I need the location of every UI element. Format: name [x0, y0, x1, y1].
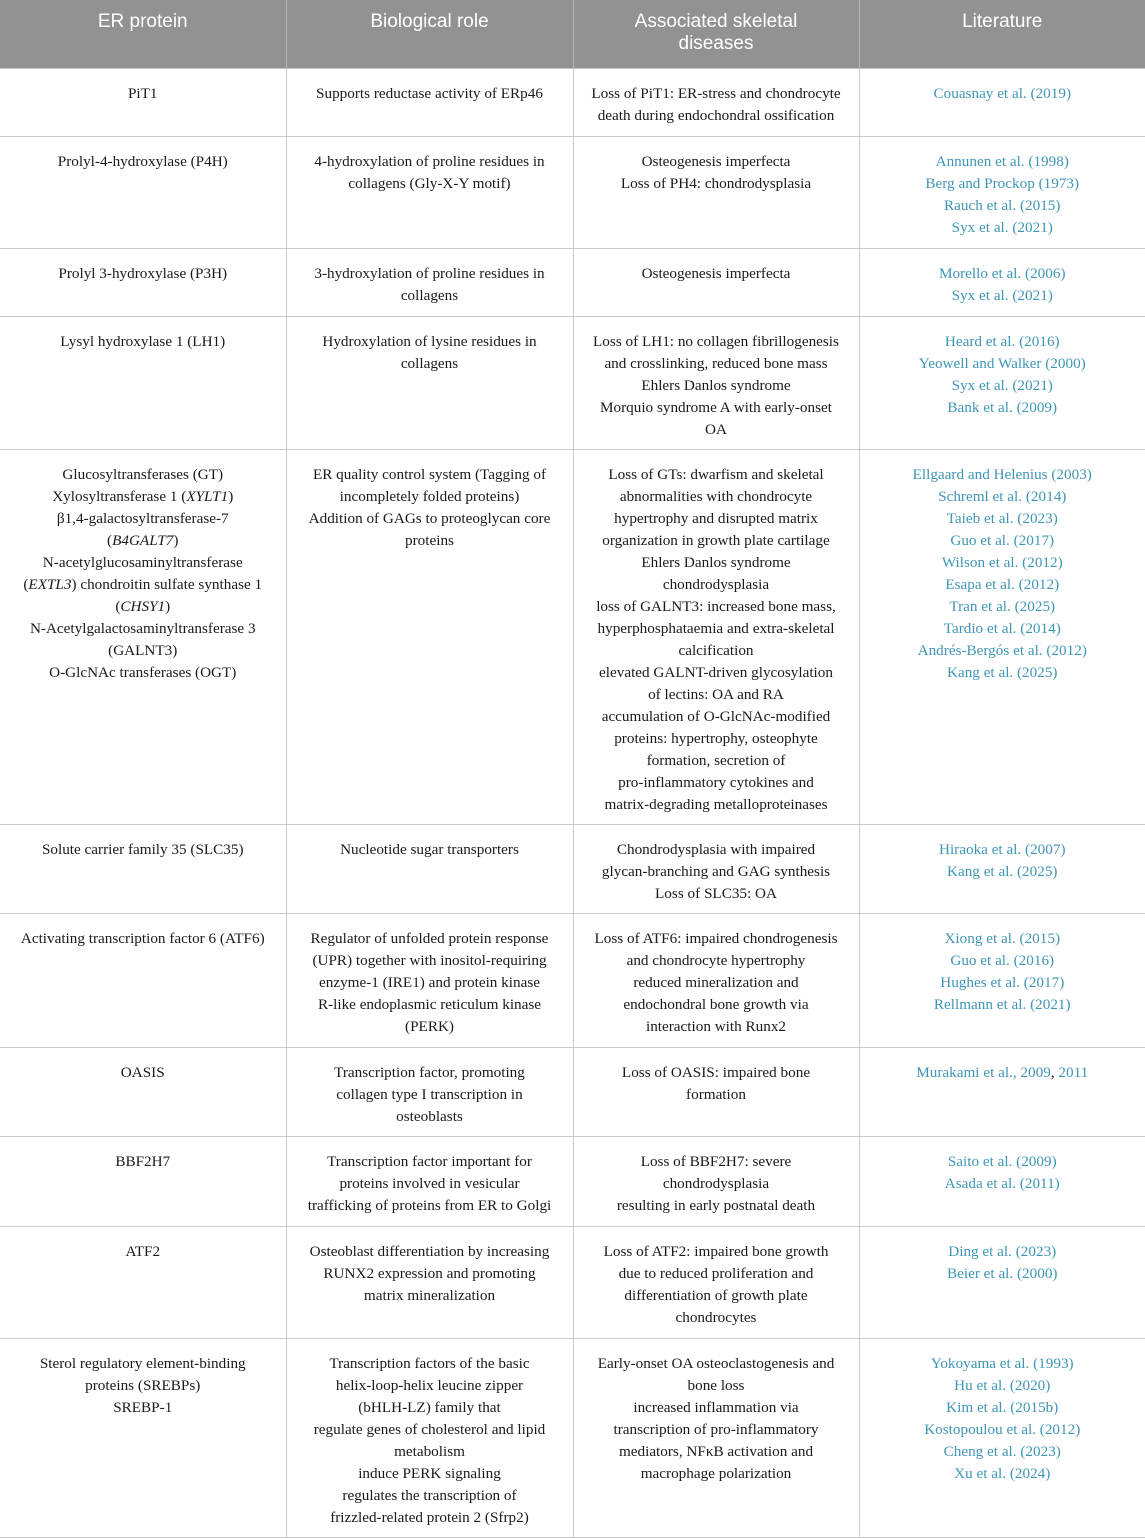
- literature-link[interactable]: Wilson et al. (2012): [941, 553, 1063, 571]
- disease-line: and crosslinking, reduced bone mass: [604, 354, 828, 372]
- disease-line: Morquio syndrome A with early-onset: [599, 398, 832, 416]
- literature-link[interactable]: Saito et al. (2009): [947, 1152, 1057, 1170]
- cell-associated-diseases: [573, 316, 859, 449]
- cell-literature: [859, 449, 1145, 824]
- cell-literature: [859, 1136, 1145, 1226]
- table-row: [0, 913, 1145, 1047]
- disease-line: hypertrophy and disrupted matrix: [614, 509, 818, 527]
- literature-link[interactable]: Schreml et al. (2014): [938, 487, 1067, 505]
- literature-link[interactable]: Ding et al. (2023): [948, 1242, 1057, 1260]
- protein-line: SREBP-1: [113, 1398, 173, 1416]
- cell-biological-role: [286, 1136, 573, 1226]
- role-line: Osteoblast differentiation by increasing: [309, 1242, 550, 1260]
- cell-associated-diseases: [573, 449, 859, 824]
- literature-link[interactable]: Taieb et al. (2023): [946, 509, 1058, 527]
- role-line: ER quality control system (Tagging of: [312, 465, 547, 483]
- protein-line: Prolyl 3-hydroxylase (P3H): [58, 264, 228, 282]
- literature-link[interactable]: Tran et al. (2025): [949, 597, 1056, 615]
- role-line: osteoblasts: [396, 1107, 463, 1125]
- protein-line: ATF2: [125, 1242, 161, 1260]
- header-associated-skeletal-diseases: [573, 0, 859, 68]
- disease-line: transcription of pro-inflammatory: [613, 1420, 819, 1438]
- cell-biological-role: [286, 316, 573, 449]
- disease-line: chondrodysplasia: [662, 1174, 770, 1192]
- role-line: R-like endoplasmic reticulum kinase: [317, 995, 542, 1013]
- disease-line: endochondral bone growth via: [623, 995, 809, 1013]
- protein-line: Activating transcription factor 6 (ATF6): [20, 929, 265, 947]
- disease-line: mediators, NFκB activation and: [618, 1442, 814, 1460]
- cell-er-protein: [0, 913, 286, 1047]
- role-line: (PERK): [405, 1017, 454, 1035]
- gene-name: EXTL3: [28, 575, 72, 593]
- disease-line: hyperphosphataemia and extra-skeletal: [597, 619, 835, 637]
- protein-line: [8, 530, 278, 552]
- cell-associated-diseases: [573, 1338, 859, 1537]
- literature-link[interactable]: Xiong et al. (2015): [944, 929, 1061, 947]
- cell-er-protein: [0, 1136, 286, 1226]
- header-literature: Literature: [859, 0, 1145, 68]
- literature-link[interactable]: Bank et al. (2009): [947, 398, 1058, 416]
- role-line: incompletely folded proteins): [339, 487, 520, 505]
- role-line: Nucleotide sugar transporters: [340, 840, 519, 858]
- protein-line: BBF2H7: [115, 1152, 171, 1170]
- protein-line: PiT1: [127, 84, 158, 102]
- literature-link[interactable]: Syx et al. (2021): [951, 286, 1053, 304]
- disease-line: OA: [705, 420, 727, 438]
- cell-associated-diseases: [573, 136, 859, 248]
- protein-line: proteins (SREBPs): [85, 1376, 201, 1394]
- gene-name: B4GALT7: [112, 531, 174, 549]
- literature-link[interactable]: Guo et al. (2016): [950, 951, 1055, 969]
- cell-associated-diseases: [573, 248, 859, 316]
- cell-er-protein: [0, 316, 286, 449]
- table-row: [0, 449, 1145, 824]
- disease-line: of lectins: OA and RA: [648, 685, 784, 703]
- table-row: [0, 68, 1145, 136]
- literature-link[interactable]: Murakami et al., 2009: [916, 1063, 1051, 1081]
- cell-biological-role: [286, 68, 573, 136]
- disease-line: Early-onset OA osteoclastogenesis and: [597, 1354, 835, 1372]
- literature-link[interactable]: Kang et al. (2025): [947, 663, 1058, 681]
- role-line: helix-loop-helix leucine zipper: [335, 1376, 524, 1394]
- cell-associated-diseases: [573, 913, 859, 1047]
- cell-associated-diseases: [573, 824, 859, 913]
- header-disease-line-2: diseases: [678, 33, 754, 54]
- protein-text: (: [23, 575, 29, 593]
- literature-link[interactable]: Guo et al. (2017): [950, 531, 1055, 549]
- protein-text: β1,4-galactosyltransferase-7: [56, 509, 229, 527]
- literature-link[interactable]: Kim et al. (2015b): [946, 1398, 1059, 1416]
- cell-biological-role: [286, 136, 573, 248]
- disease-line: Osteogenesis imperfecta: [641, 264, 791, 282]
- role-line: Transcription factors of the basic: [329, 1354, 530, 1372]
- cell-er-protein: [0, 1338, 286, 1537]
- role-line: (bHLH-LZ) family that: [358, 1398, 501, 1416]
- cell-er-protein: [0, 136, 286, 248]
- disease-line: organization in growth plate cartilage: [602, 531, 830, 549]
- disease-line: formation, secretion of: [646, 751, 786, 769]
- cell-biological-role: [286, 1047, 573, 1136]
- protein-line: [8, 486, 278, 508]
- cell-literature: [859, 1338, 1145, 1537]
- cell-literature: [859, 913, 1145, 1047]
- cell-associated-diseases: [573, 1226, 859, 1338]
- header-disease-line-1: Associated skeletal: [634, 11, 798, 32]
- literature-separator: ,: [1050, 1063, 1059, 1081]
- protein-line: [8, 464, 278, 486]
- literature-link[interactable]: Ellgaard and Helenius (2003): [912, 465, 1092, 483]
- gene-name: XYLT1: [186, 487, 229, 505]
- role-line: Addition of GAGs to proteoglycan core: [308, 509, 551, 527]
- cell-literature: [859, 68, 1145, 136]
- protein-text: N-Acetylgalactosaminyltransferase 3: [29, 619, 256, 637]
- table-row: [0, 248, 1145, 316]
- literature-link[interactable]: Cheng et al. (2023): [943, 1442, 1061, 1460]
- disease-line: Loss of BBF2H7: severe: [640, 1152, 792, 1170]
- role-line: regulate genes of cholesterol and lipid: [313, 1420, 546, 1438]
- role-line: 4-hydroxylation of proline residues in: [314, 152, 545, 170]
- role-line: proteins: [405, 531, 454, 549]
- disease-line: formation: [686, 1085, 746, 1103]
- literature-link[interactable]: Rauch et al. (2015): [944, 196, 1061, 214]
- disease-line: increased inflammation via: [633, 1398, 799, 1416]
- literature-link[interactable]: Esapa et al. (2012): [945, 575, 1060, 593]
- literature-link[interactable]: Tardio et al. (2014): [943, 619, 1061, 637]
- role-line: enzyme-1 (IRE1) and protein kinase: [319, 973, 540, 991]
- cell-er-protein: [0, 449, 286, 824]
- disease-line: Loss of SLC35: OA: [655, 884, 777, 902]
- protein-text: ) chondroitin sulfate synthase 1: [71, 575, 263, 593]
- protein-text: ): [165, 597, 171, 615]
- protein-line: [8, 596, 278, 618]
- literature-link[interactable]: 2011: [1058, 1063, 1089, 1081]
- literature-link[interactable]: Xu et al. (2024): [954, 1464, 1051, 1482]
- table-body: [0, 68, 1145, 1537]
- disease-line: due to reduced proliferation and: [618, 1264, 814, 1282]
- disease-line: pro-inflammatory cytokines and: [618, 773, 814, 791]
- role-line: Transcription factor, promoting: [334, 1063, 525, 1081]
- role-line: Transcription factor important for: [327, 1152, 532, 1170]
- disease-line: resulting in early postnatal death: [616, 1196, 816, 1214]
- role-line: collagens (Gly-X-Y motif): [348, 174, 511, 192]
- disease-line: Ehlers Danlos syndrome: [641, 376, 791, 394]
- protein-text: (: [107, 531, 113, 549]
- protein-line: [8, 662, 278, 684]
- table-row: [0, 824, 1145, 913]
- protein-text: N-acetylglucosaminyltransferase: [42, 553, 243, 571]
- literature-link[interactable]: Hughes et al. (2017): [940, 973, 1065, 991]
- disease-line: Loss of ATF6: impaired chondrogenesis: [594, 929, 838, 947]
- protein-text: Glucosyltransferases (GT): [62, 465, 224, 483]
- protein-text: ): [173, 531, 179, 549]
- literature-link[interactable]: Kang et al. (2025): [947, 862, 1058, 880]
- literature-link[interactable]: Yokoyama et al. (1993): [930, 1354, 1074, 1372]
- disease-line: Loss of ATF2: impaired bone growth: [603, 1242, 829, 1260]
- role-line: Hydroxylation of lysine residues in: [322, 332, 537, 350]
- protein-line: [8, 552, 278, 574]
- protein-line: [8, 618, 278, 640]
- cell-biological-role: [286, 913, 573, 1047]
- literature-link[interactable]: Rellmann et al. (2021): [933, 995, 1071, 1013]
- cell-er-protein: [0, 824, 286, 913]
- literature-link[interactable]: Morello et al. (2006): [938, 264, 1066, 282]
- table-row: [0, 1047, 1145, 1136]
- protein-line: [8, 508, 278, 530]
- cell-literature: [859, 824, 1145, 913]
- disease-line: chondrocytes: [675, 1308, 757, 1326]
- cell-er-protein: [0, 1226, 286, 1338]
- literature-link[interactable]: Kostopoulou et al. (2012): [924, 1420, 1081, 1438]
- protein-line: Prolyl-4-hydroxylase (P4H): [57, 152, 228, 170]
- cell-biological-role: [286, 1338, 573, 1537]
- cell-literature: [859, 136, 1145, 248]
- disease-line: loss of GALNT3: increased bone mass,: [596, 597, 836, 615]
- table-row: [0, 1136, 1145, 1226]
- table-header-row: [0, 0, 1145, 68]
- disease-line: Loss of OASIS: impaired bone: [621, 1063, 811, 1081]
- role-line: collagens: [400, 354, 459, 372]
- protein-text: (: [115, 597, 121, 615]
- disease-line: bone loss: [687, 1376, 745, 1394]
- literature-link[interactable]: Syx et al. (2021): [951, 218, 1053, 236]
- table-row: [0, 136, 1145, 248]
- protein-line: Lysyl hydroxylase 1 (LH1): [60, 332, 226, 350]
- protein-line: OASIS: [120, 1063, 165, 1081]
- role-line: collagen type I transcription in: [336, 1085, 523, 1103]
- role-line: RUNX2 expression and promoting: [323, 1264, 536, 1282]
- disease-line: Loss of PiT1: ER-stress and chondrocyte: [591, 84, 841, 102]
- disease-line: reduced mineralization and: [633, 973, 799, 991]
- disease-line: death during endochondral ossification: [597, 106, 835, 124]
- cell-biological-role: [286, 248, 573, 316]
- literature-link[interactable]: Annunen et al. (1998): [935, 152, 1069, 170]
- protein-line: [8, 640, 278, 662]
- disease-line: elevated GALNT-driven glycosylation: [599, 663, 833, 681]
- literature-link[interactable]: Syx et al. (2021): [951, 376, 1053, 394]
- cell-associated-diseases: [573, 1047, 859, 1136]
- literature-link[interactable]: Hiraoka et al. (2007): [938, 840, 1066, 858]
- cell-associated-diseases: [573, 1136, 859, 1226]
- cell-literature: [859, 316, 1145, 449]
- role-line: induce PERK signaling: [358, 1464, 501, 1482]
- role-line: Supports reductase activity of ERp46: [316, 84, 543, 102]
- literature-link[interactable]: Berg and Prockop (1973): [925, 174, 1080, 192]
- disease-line: differentiation of growth plate: [624, 1286, 808, 1304]
- protein-text: O-GlcNAc transferases (OGT): [49, 663, 237, 681]
- disease-line: abnormalities with chondrocyte: [619, 487, 813, 505]
- table-row: [0, 316, 1145, 449]
- cell-biological-role: [286, 449, 573, 824]
- literature-line: [868, 1062, 1138, 1084]
- cell-er-protein: [0, 1047, 286, 1136]
- role-line: regulates the transcription of: [342, 1486, 517, 1504]
- literature-link[interactable]: Andrés-Bergós et al. (2012): [917, 641, 1087, 659]
- cell-biological-role: [286, 1226, 573, 1338]
- cell-literature: [859, 1047, 1145, 1136]
- protein-text: ): [228, 487, 234, 505]
- table-row: [0, 1226, 1145, 1338]
- literature-link[interactable]: Yeowell and Walker (2000): [918, 354, 1086, 372]
- cell-literature: [859, 1226, 1145, 1338]
- protein-text: Xylosyltransferase 1 (: [52, 487, 187, 505]
- cell-literature: [859, 248, 1145, 316]
- table-row: [0, 1338, 1145, 1537]
- disease-line: Chondrodysplasia with impaired: [616, 840, 816, 858]
- header-er-protein: ER protein: [0, 0, 286, 68]
- literature-link[interactable]: Beier et al. (2000): [947, 1264, 1058, 1282]
- cell-er-protein: [0, 248, 286, 316]
- cell-biological-role: [286, 824, 573, 913]
- protein-text: (GALNT3): [108, 641, 178, 659]
- literature-link[interactable]: Couasnay et al. (2019): [933, 84, 1071, 102]
- protein-line: Sterol regulatory element-binding: [39, 1354, 246, 1372]
- protein-line: Solute carrier family 35 (SLC35): [41, 840, 244, 858]
- role-line: metabolism: [394, 1442, 465, 1460]
- role-line: proteins involved in vesicular: [339, 1174, 520, 1192]
- role-line: frizzled-related protein 2 (Sfrp2): [330, 1508, 529, 1526]
- disease-line: macrophage polarization: [640, 1464, 792, 1482]
- header-biological-role: Biological role: [286, 0, 573, 68]
- role-line: Regulator of unfolded protein response: [310, 929, 549, 947]
- protein-line: [8, 574, 278, 596]
- gene-name: CHSY1: [120, 597, 166, 615]
- literature-link[interactable]: Heard et al. (2016): [944, 332, 1060, 350]
- disease-line: Loss of LH1: no collagen fibrillogenesis: [593, 332, 839, 350]
- disease-line: matrix-degrading metalloproteinases: [604, 795, 828, 813]
- literature-link[interactable]: Asada et al. (2011): [944, 1174, 1060, 1192]
- disease-line: calcification: [678, 641, 754, 659]
- disease-line: Ehlers Danlos syndrome: [641, 553, 791, 571]
- disease-line: and chondrocyte hypertrophy: [626, 951, 806, 969]
- disease-line: proteins: hypertrophy, osteophyte: [614, 729, 818, 747]
- role-line: (UPR) together with inositol-requiring: [312, 951, 547, 969]
- role-line: trafficking of proteins from ER to Golgi: [307, 1196, 552, 1214]
- disease-line: Osteogenesis imperfecta: [641, 152, 791, 170]
- disease-line: accumulation of O-GlcNAc-modified: [601, 707, 831, 725]
- role-line: matrix mineralization: [363, 1286, 496, 1304]
- literature-link[interactable]: Hu et al. (2020): [954, 1376, 1051, 1394]
- disease-line: Loss of PH4: chondrodysplasia: [620, 174, 812, 192]
- cell-associated-diseases: [573, 68, 859, 136]
- disease-line: chondrodysplasia: [662, 575, 770, 593]
- role-line: 3-hydroxylation of proline residues in: [314, 264, 545, 282]
- disease-line: glycan-branching and GAG synthesis: [601, 862, 831, 880]
- disease-line: Loss of GTs: dwarfism and skeletal: [608, 465, 824, 483]
- cell-er-protein: [0, 68, 286, 136]
- role-line: collagens: [400, 286, 459, 304]
- disease-line: interaction with Runx2: [645, 1017, 787, 1035]
